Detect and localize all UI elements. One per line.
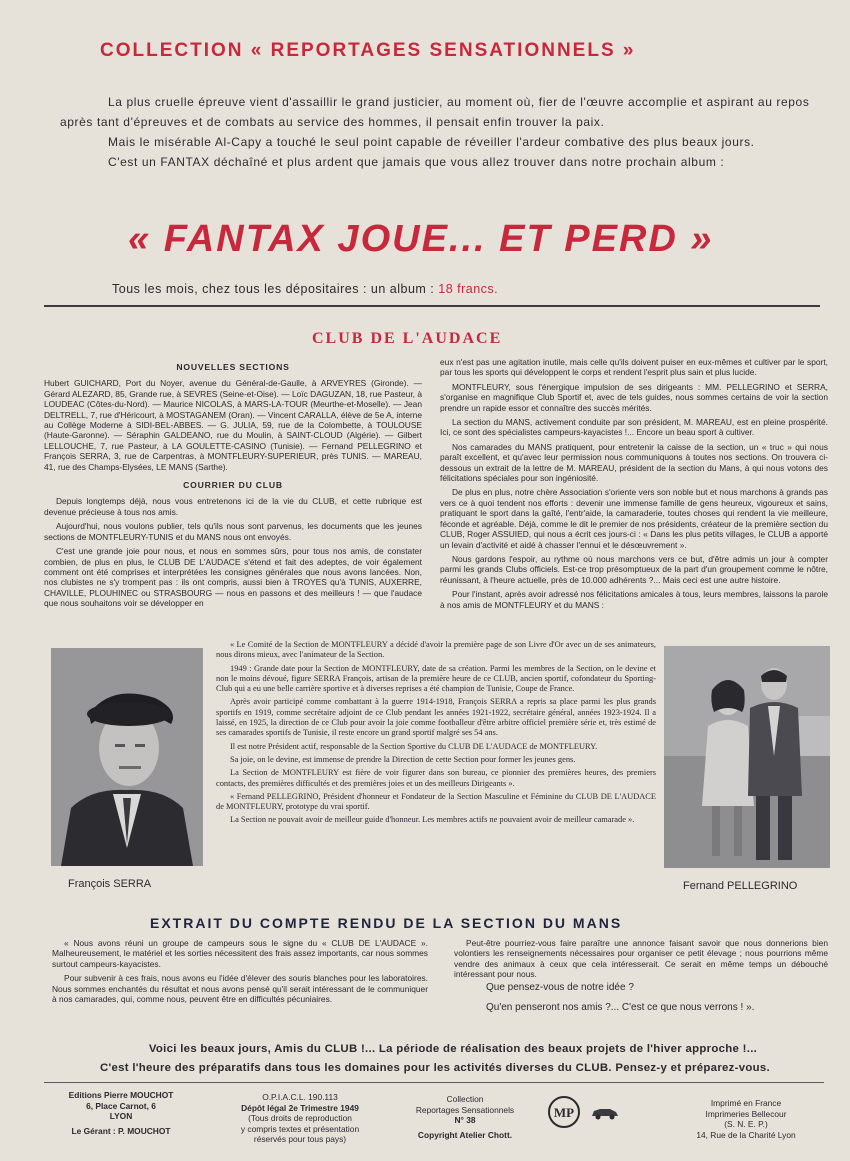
- portrait-photo-serra: [51, 648, 203, 866]
- monthly-notice: [112, 282, 762, 296]
- footer-line: Reportages Sensationnels: [415, 1104, 515, 1115]
- footer-collection: [400, 1094, 530, 1140]
- footer-line: Editions Pierre MOUCHOT: [68, 1090, 174, 1100]
- couple-photo-pellegrino: [664, 646, 830, 868]
- column-paragraph: Nos camarades du MANS pratiquent, pour entretenir la caisse de la section, un « truc » qui nous paraît excellent, et qu'avec leur permission nous communiquons à toutes nos sections. On trouvera ci-dessous un extrait de la lettre de M. MAREAU, président de la section du Mans, à qui nous votons des félicitations spéciales pour son ingéniosité.: [440, 441, 828, 484]
- footer-legal: [230, 1092, 370, 1145]
- column-paragraph: Nous gardons l'espoir, au rythme où nous marchons vers ce but, d'être admis un jour à compter parmi les grands Clubs officiels. Est-ce trop présomptueux de la part d'un groupement comme le nôtre, réunissant, à l'heure actuelle, près de 10.000 adhérents ?... Mais ceci est une autre histoire.: [440, 553, 828, 585]
- column-paragraph: La section du MANS, activement conduite par son président, M. MAREAU, est en pleine prospérité. Ici, ce sont des spécialistes campeurs-kayacistes !... Encore un beau sport à cultiver.: [440, 417, 828, 438]
- extrait-left-column: [52, 938, 428, 1008]
- intro-paragraph: Mais le misérable Al-Capy a touché le seul point capable de réveiller l'ardeur combative des plus beaux jours.: [108, 135, 755, 149]
- car-icon: [590, 1106, 620, 1120]
- footer-line: Collection: [446, 1094, 484, 1104]
- footer-line: (S. N. E. P.): [724, 1119, 768, 1129]
- extrait-question: Qu'en penseront nos amis ?... C'est ce que nous verrons ! ».: [486, 1002, 755, 1013]
- section-heading: NOUVELLES SECTIONS: [176, 362, 290, 372]
- footer-publisher: [56, 1090, 186, 1136]
- price-text: 18 francs.: [438, 282, 499, 296]
- club-title: CLUB DE L'AUDACE: [312, 330, 503, 347]
- footer-line: 14, Rue de la Charité Lyon: [696, 1129, 796, 1140]
- montfleury-paragraph: Il est notre Président actif, responsable de la Section Sportive du CLUB DE L'AUDACE de MONTFLEURY.: [230, 741, 598, 751]
- footer-line: Copyright Atelier Chott.: [417, 1129, 513, 1140]
- publisher-logo-icon: [548, 1096, 580, 1128]
- extrait-paragraph: Peut-être pourriez-vous faire paraître une annonce faisant savoir que nous donnerions bien volontiers les renseignements nécessaires pour organiser ce petit élevage ; nous pourrions même vendre des animaux à ceux que cela intéresserait. Ce serait en même temps un débouché intéressant pour nous.: [454, 938, 828, 980]
- extrait-question: Que pensez-vous de notre idée ?: [486, 982, 634, 993]
- intro-paragraph: C'est un FANTAX déchaîné et plus ardent que jamais que vous allez trouver dans notre prochain album :: [108, 155, 725, 169]
- footer-line: LYON: [109, 1111, 133, 1121]
- footer-divider: [44, 1082, 824, 1083]
- montfleury-paragraph: « Fernand PELLEGRINO, Président d'honneur et Fondateur de la Section Masculine et Féminine du CLUB DE L'AUDACE de MONTFLEURY, prototype du vrai sportif.: [216, 791, 656, 812]
- footer-line: O.P.I.A.C.L. 190.113: [262, 1092, 338, 1102]
- logo-mark-icon: [550, 1098, 578, 1126]
- closing-line: C'est l'heure des préparatifs dans tous les domaines pour les activités diverses du CLUB. Pensez-y et préparez-vous.: [99, 1062, 771, 1074]
- column-paragraph: De plus en plus, notre chère Association s'oriente vers son noble but et nous marchons à grands pas vers ce à quoi tendent nos efforts : devenir une immense famille de gens heureux, vigoureux et sains, pratiquant le sport dans la gaîté, l'entr'aide, la camaraderie, toutes choses qui rendent la vie meilleure, féconde et agréable. Déjà, comme le dit le premier de nos présidents, créateur de la première section du CLUB, Roger ASSUIED, qui nous a écrit ces jours-ci : « Dans les plus petits villages, le CLUB a apporté un levain d'activité et aidé à chasser l'ennui et le désœuvrement ».: [440, 487, 828, 550]
- courrier-paragraph: C'est une grande joie pour nous, et nous en sommes sûrs, pour tous nos amis, de constater combien, de plus en plus, le CLUB DE L'AUDACE s'étend et fait des adeptes, de voir également comment ont été comprises et interprétées les consignes générales que nous avons lancées. Non, nos clubistes ne s'y trompent pas : ils ont compris, aussi bien à TROYES qu'à TUNIS, AUXERRE, CHAVILLE, PLOUHINEC ou STRASBOURG — nous en passons et des meilleurs ! — que l'audace que nous souhaitons voir se développer en: [44, 546, 422, 609]
- footer-line: y compris textes et présentation: [240, 1123, 360, 1134]
- extrait-paragraph: Pour subvenir à ces frais, nous avons eu l'idée d'élever des souris blanches pour les laboratoires. Nous sommes enchantés du résultat et nous avons pensé qu'il serait intéressant de le communiquer à nos camarades, qui, comme nous, peuvent être en difficultés pécuniaires.: [52, 973, 428, 1005]
- photo-caption: Fernand PELLEGRINO: [683, 880, 798, 892]
- footer-line: (Tous droits de reproduction: [248, 1113, 352, 1123]
- intro-paragraph: La plus cruelle épreuve vient d'assaillir le grand justicier, au moment où, fier de l'œuvre accomplie et aspirant au repos après tant d'épreuves et de combats au service des hommes, il pensait enfin trouver la paix.: [60, 95, 810, 129]
- footer-line: Imprimé en France: [710, 1098, 782, 1108]
- montfleury-paragraph: 1949 : Grande date pour la Section de MONTFLEURY, date de sa création. Parmi les membres de la Section, on le devine et non le moins dévoué, figure SERRA François, artisan de la première heure de ce CLUB, ancien sportif, cofondateur du Sporting-Club qui a eu une belle carrière sportive et à diverses reprises a été champion de Tunisie, Coupe de France.: [216, 663, 656, 694]
- closing-message: [40, 1040, 830, 1078]
- portrait-illustration: [51, 648, 203, 866]
- montfleury-paragraph: La Section ne pouvait avoir de meilleur guide d'honneur. Les membres actifs ne pouvaient avoir de meilleur camarade ».: [230, 815, 635, 825]
- footer-printer: [666, 1098, 826, 1140]
- footer-line: 6, Place Carnot, 6: [86, 1100, 156, 1111]
- left-column: [44, 360, 422, 613]
- extrait-paragraph: « Nous avons réuni un groupe de campeurs sous le signe du « CLUB DE L'AUDACE ». Malheureusement, le matériel et les sorties nécessitent des frais assez importants, car nous sommes surtout campeurs-kayacistes.: [52, 938, 428, 969]
- couple-illustration: [664, 646, 830, 868]
- courrier-paragraph: Aujourd'hui, nous voulons publier, tels qu'ils nous sont parvenus, les documents que les jeunes sections de MONTFLEURY-TUNIS et du MANS nous ont envoyés.: [44, 521, 422, 542]
- montfleury-paragraph: « Le Comité de la Section de MONTFLEURY a décidé d'avoir la première page de son Livre d'Or avec un de ses animateurs, nous dirons mieux, avec l'animateur de la Section.: [216, 640, 656, 660]
- column-paragraph: eux n'est pas une agitation inutile, mais celle qu'ils doivent puiser en eux-mêmes et cultiver par le sport, par tous les sports qui développent le corps et rendent l'esprit plus sain et plus lucide.: [440, 357, 828, 378]
- courrier-paragraph: Depuis longtemps déjà, nous vous entretenons ici de la vie du CLUB, et cette rubrique est devenue précieuse à tous nos amis.: [44, 496, 422, 517]
- intro-text: [60, 92, 820, 172]
- column-paragraph: Pour l'instant, après avoir adressé nos félicitations amicales à tous, leurs membres, laissons la parole à nos amis de MONTFLEURY et du MANS :: [440, 589, 828, 610]
- middle-column: [216, 640, 656, 829]
- divider: [44, 305, 820, 307]
- album-title: « FANTAX JOUE... ET PERD »: [128, 218, 714, 260]
- right-column: [440, 357, 828, 614]
- section-heading: COURRIER DU CLUB: [183, 480, 283, 491]
- footer-line: Imprimeries Bellecour: [705, 1108, 787, 1119]
- collection-title: COLLECTION « REPORTAGES SENSATIONNELS »: [100, 40, 636, 61]
- extrait-right-column: [454, 938, 828, 984]
- column-paragraph: MONTFLEURY, sous l'énergique impulsion de ses dirigeants : MM. PELLEGRINO et SERRA, s'organise en magnifique Club Sportif et, avec de tels guides, nous sommes certains de voir la section prendre un rapide essor et connaître des succès mérités.: [440, 381, 828, 413]
- footer-line: Le Gérant : P. MOUCHOT: [71, 1125, 171, 1136]
- logo-text: MP: [553, 1105, 575, 1120]
- photo-caption: François SERRA: [68, 878, 152, 890]
- monthly-text: Tous les mois, chez tous les dépositaires : un album :: [112, 282, 439, 296]
- footer-line: Dépôt légal 2e Trimestre 1949: [241, 1102, 359, 1113]
- footer-line: réservés pour tous pays): [253, 1134, 347, 1144]
- montfleury-paragraph: La Section de MONTFLEURY est fière de voir figurer dans son bureau, ce pionnier des premières heures, des premiers contacts, des premières difficultés et des premières joies et un des meilleurs Dirigeants ».: [216, 768, 656, 788]
- montfleury-paragraph: Sa joie, on le devine, est immense de prendre la Direction de cette Section pour former les jeunes gens.: [230, 754, 576, 764]
- footer-line: N° 38: [454, 1115, 476, 1125]
- montfleury-paragraph: Après avoir participé comme combattant à la guerre 1914-1918, François SERRA a repris sa place parmi les plus grands sportifs en 1919, comme secrétaire adjoint de ce Club pendant les années 1921-1922, secrétaire général, années 1923-1924. Il a laissé, en 1925, la direction de ce Club pour avoir la joie comme footballeur d'être arbitre officiel première série et, très estimé de ses camarades sportifs de Tunisie, il reste encore un grand sportif malgré ses 54 ans.: [216, 697, 656, 738]
- extrait-title: EXTRAIT DU COMPTE RENDU DE LA SECTION DU MANS: [150, 915, 623, 931]
- closing-line: Voici les beaux jours, Amis du CLUB !... La période de réalisation des beaux projets de l'hiver approche !...: [148, 1043, 758, 1055]
- new-sections-text: Hubert GUICHARD, Port du Noyer, avenue du Général-de-Gaulle, à ARVEYRES (Gironde). — Gérard ALEZARD, 85, Grande rue, à SEVRES (Seine-et-Oise). — Loïc DAGUZAN, 18, rue Pasteur, à LOUDEAC (Côtes-du-Nord). — Maurice NICOLAS, à MARS-LA-TOUR (Meurthe-et-Moselle). — Jean DELTRELL, 7, rue d'Héricourt, à MOSTAGANEM (Oran). — Vincent CARALLA, élève de 5e A, interne au Collège Moderne à SIDI-BEL-ABBES. — G. JULIA, 59, rue de la Colombette, à TOULOUSE (Haute-Garonne). — Séraphin GALDEANO, rue du Moulin, à SAINT-CLOUD (Algérie). — Gilbert LELLOUCHE, 7, rue Pasteur, à LA GOULETTE-CASINO (Tunisie). — Fernand PELLEGRINO et François SERRA, 3, rue de Carpentras, à MONTFLEURY-SUPERIEUR, près TUNIS. — MAREAU, 41, rue des Champs-Elysées, LE MANS (Sarthe).: [44, 378, 422, 472]
